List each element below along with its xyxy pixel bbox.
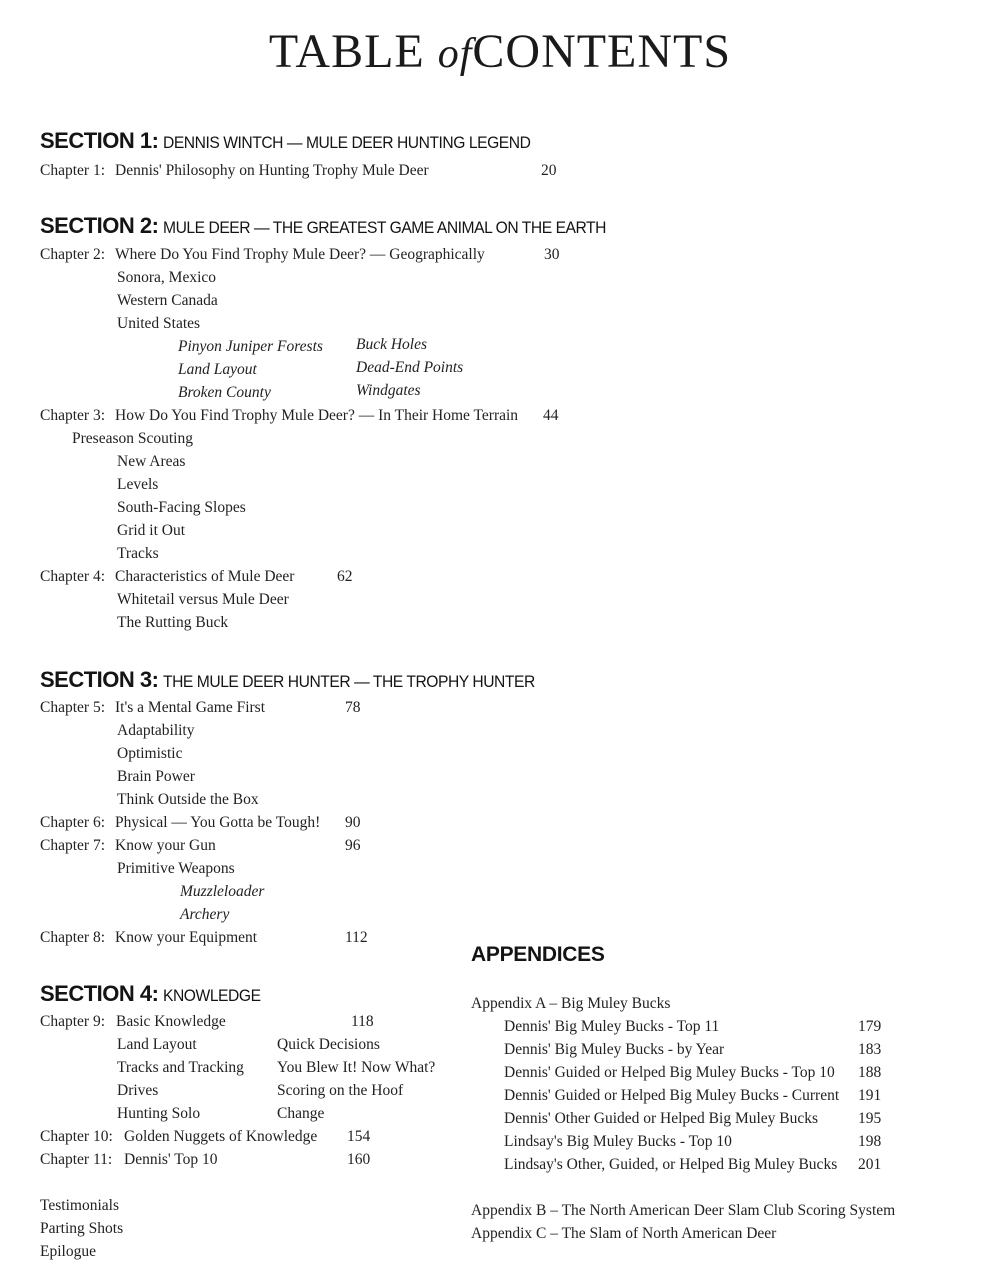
list-item: Primitive Weapons [117,860,235,877]
list-item: Sonora, Mexico [117,269,217,286]
chapter-label: Chapter 7: [40,837,105,854]
list-item: Quick Decisions [277,1036,380,1053]
appendix-entry-title: Dennis' Guided or Helped Big Muley Bucks - Top 10 [504,1064,835,1081]
backmatter-item: Parting Shots [40,1220,124,1237]
chapter-title: Basic Knowledge [116,1013,226,1030]
appendices-heading: APPENDICES [471,943,605,966]
section-title: DENNIS WINTCH — MULE DEER HUNTING LEGEND [162,133,531,152]
chapter-title: It's a Mental Game First [115,699,266,716]
page-number: 44 [543,407,559,424]
page-number: 191 [858,1087,882,1104]
chapter-label: Chapter 8: [40,929,105,946]
list-item: Change [277,1105,325,1122]
section-title: KNOWLEDGE [162,986,261,1005]
page-number: 118 [351,1013,374,1030]
list-item: Western Canada [117,292,218,309]
chapter-title: Physical — You Gotta be Tough! [115,814,321,831]
list-item: Brain Power [117,768,195,785]
appendix-entry-title: Dennis' Big Muley Bucks - Top 11 [504,1018,720,1035]
chapter-title: Know your Gun [115,837,216,854]
chapter-title: Where Do You Find Trophy Mule Deer? — Geographically [115,246,485,263]
page-number: 96 [345,837,361,854]
title-of: of [437,31,473,77]
page-number: 154 [347,1128,371,1145]
page-number: 195 [858,1110,882,1127]
list-item: Grid it Out [117,522,186,539]
section-3-heading [40,667,567,693]
appendix-title: Appendix C – The Slam of North American Deer [471,1225,777,1242]
chapter-label: Chapter 10: [40,1128,113,1145]
section-4-heading [40,981,269,1007]
page-number: 78 [345,699,361,716]
title-left: TABLE [268,25,438,78]
appendix-entry-title: Dennis' Guided or Helped Big Muley Bucks - Current [504,1087,840,1104]
sub-list-item: Windgates [356,382,421,399]
list-item: Hunting Solo [117,1105,201,1122]
sub-list-item: Buck Holes [356,336,428,353]
section-number: SECTION 2: [40,213,159,238]
list-item: Levels [117,476,159,493]
chapter-title: Dennis' Philosophy on Hunting Trophy Mule Deer [115,162,429,179]
page-number: 179 [858,1018,882,1035]
appendix-title: Appendix B – The North American Deer Slam Club Scoring System [471,1202,896,1219]
chapter-title: Know your Equipment [115,929,258,946]
page-title [0,24,1000,79]
sub-list-item: Muzzleloader [180,883,265,900]
sub-list-item: Archery [180,906,230,923]
sub-list-item: Broken County [178,384,271,401]
sub-list-item: Land Layout [178,361,257,378]
appendix-title: Appendix A – Big Muley Bucks [471,995,671,1012]
list-item: United States [117,315,201,332]
chapter-label: Chapter 4: [40,568,105,585]
list-item: Scoring on the Hoof [277,1082,404,1099]
chapter-label: Chapter 2: [40,246,105,263]
appendix-entry-title: Dennis' Other Guided or Helped Big Muley Bucks [504,1110,819,1127]
section-number: SECTION 3: [40,667,159,692]
list-item: You Blew It! Now What? [277,1059,436,1076]
chapter-title: Characteristics of Mule Deer [115,568,295,585]
appendix-entry-title: Lindsay's Other, Guided, or Helped Big Muley Bucks [504,1156,838,1173]
list-item: Land Layout [117,1036,197,1053]
sub-list-item: Dead-End Points [356,359,464,376]
page-number: 160 [347,1151,371,1168]
chapter-title: Dennis' Top 10 [124,1151,218,1168]
page-number: 30 [544,246,560,263]
chapter-label: Chapter 9: [40,1013,105,1030]
chapter-label: Chapter 3: [40,407,105,424]
group-label: Preseason Scouting [72,430,193,447]
list-item: The Rutting Buck [117,614,229,631]
appendix-entry-title: Lindsay's Big Muley Bucks - Top 10 [504,1133,732,1150]
list-item: South-Facing Slopes [117,499,246,516]
list-item: Tracks [117,545,159,562]
chapter-label: Chapter 5: [40,699,105,716]
title-right: CONTENTS [472,25,732,78]
page-number: 183 [858,1041,882,1058]
chapter-label: Chapter 11: [40,1151,113,1168]
list-item: Drives [117,1082,159,1099]
chapter-label: Chapter 1: [40,162,105,179]
section-title: MULE DEER — THE GREATEST GAME ANIMAL ON THE EARTH [162,218,606,237]
section-number: SECTION 4: [40,981,159,1006]
page-number: 112 [345,929,368,946]
section-2-heading [40,213,644,239]
chapter-title: Golden Nuggets of Knowledge [124,1128,318,1145]
page-number: 198 [858,1133,882,1150]
section-title: THE MULE DEER HUNTER — THE TROPHY HUNTER [162,672,535,691]
list-item: Think Outside the Box [117,791,259,808]
list-item: Optimistic [117,745,183,762]
page-number: 62 [337,568,353,585]
list-item: Tracks and Tracking [117,1059,244,1076]
section-1-heading [40,128,562,154]
page-number: 201 [858,1156,882,1173]
chapter-title: How Do You Find Trophy Mule Deer? — In Their Home Terrain [115,407,519,424]
backmatter-item: Testimonials [40,1197,119,1214]
list-item: Whitetail versus Mule Deer [117,591,289,608]
sub-list-item: Pinyon Juniper Forests [178,338,323,355]
page-number: 90 [345,814,361,831]
appendix-entry-title: Dennis' Big Muley Bucks - by Year [504,1041,725,1058]
chapter-label: Chapter 6: [40,814,105,831]
list-item: New Areas [117,453,186,470]
page-number: 188 [858,1064,882,1081]
page-number: 20 [541,162,557,179]
section-number: SECTION 1: [40,128,159,153]
backmatter-item: Epilogue [40,1243,96,1260]
list-item: Adaptability [117,722,195,739]
